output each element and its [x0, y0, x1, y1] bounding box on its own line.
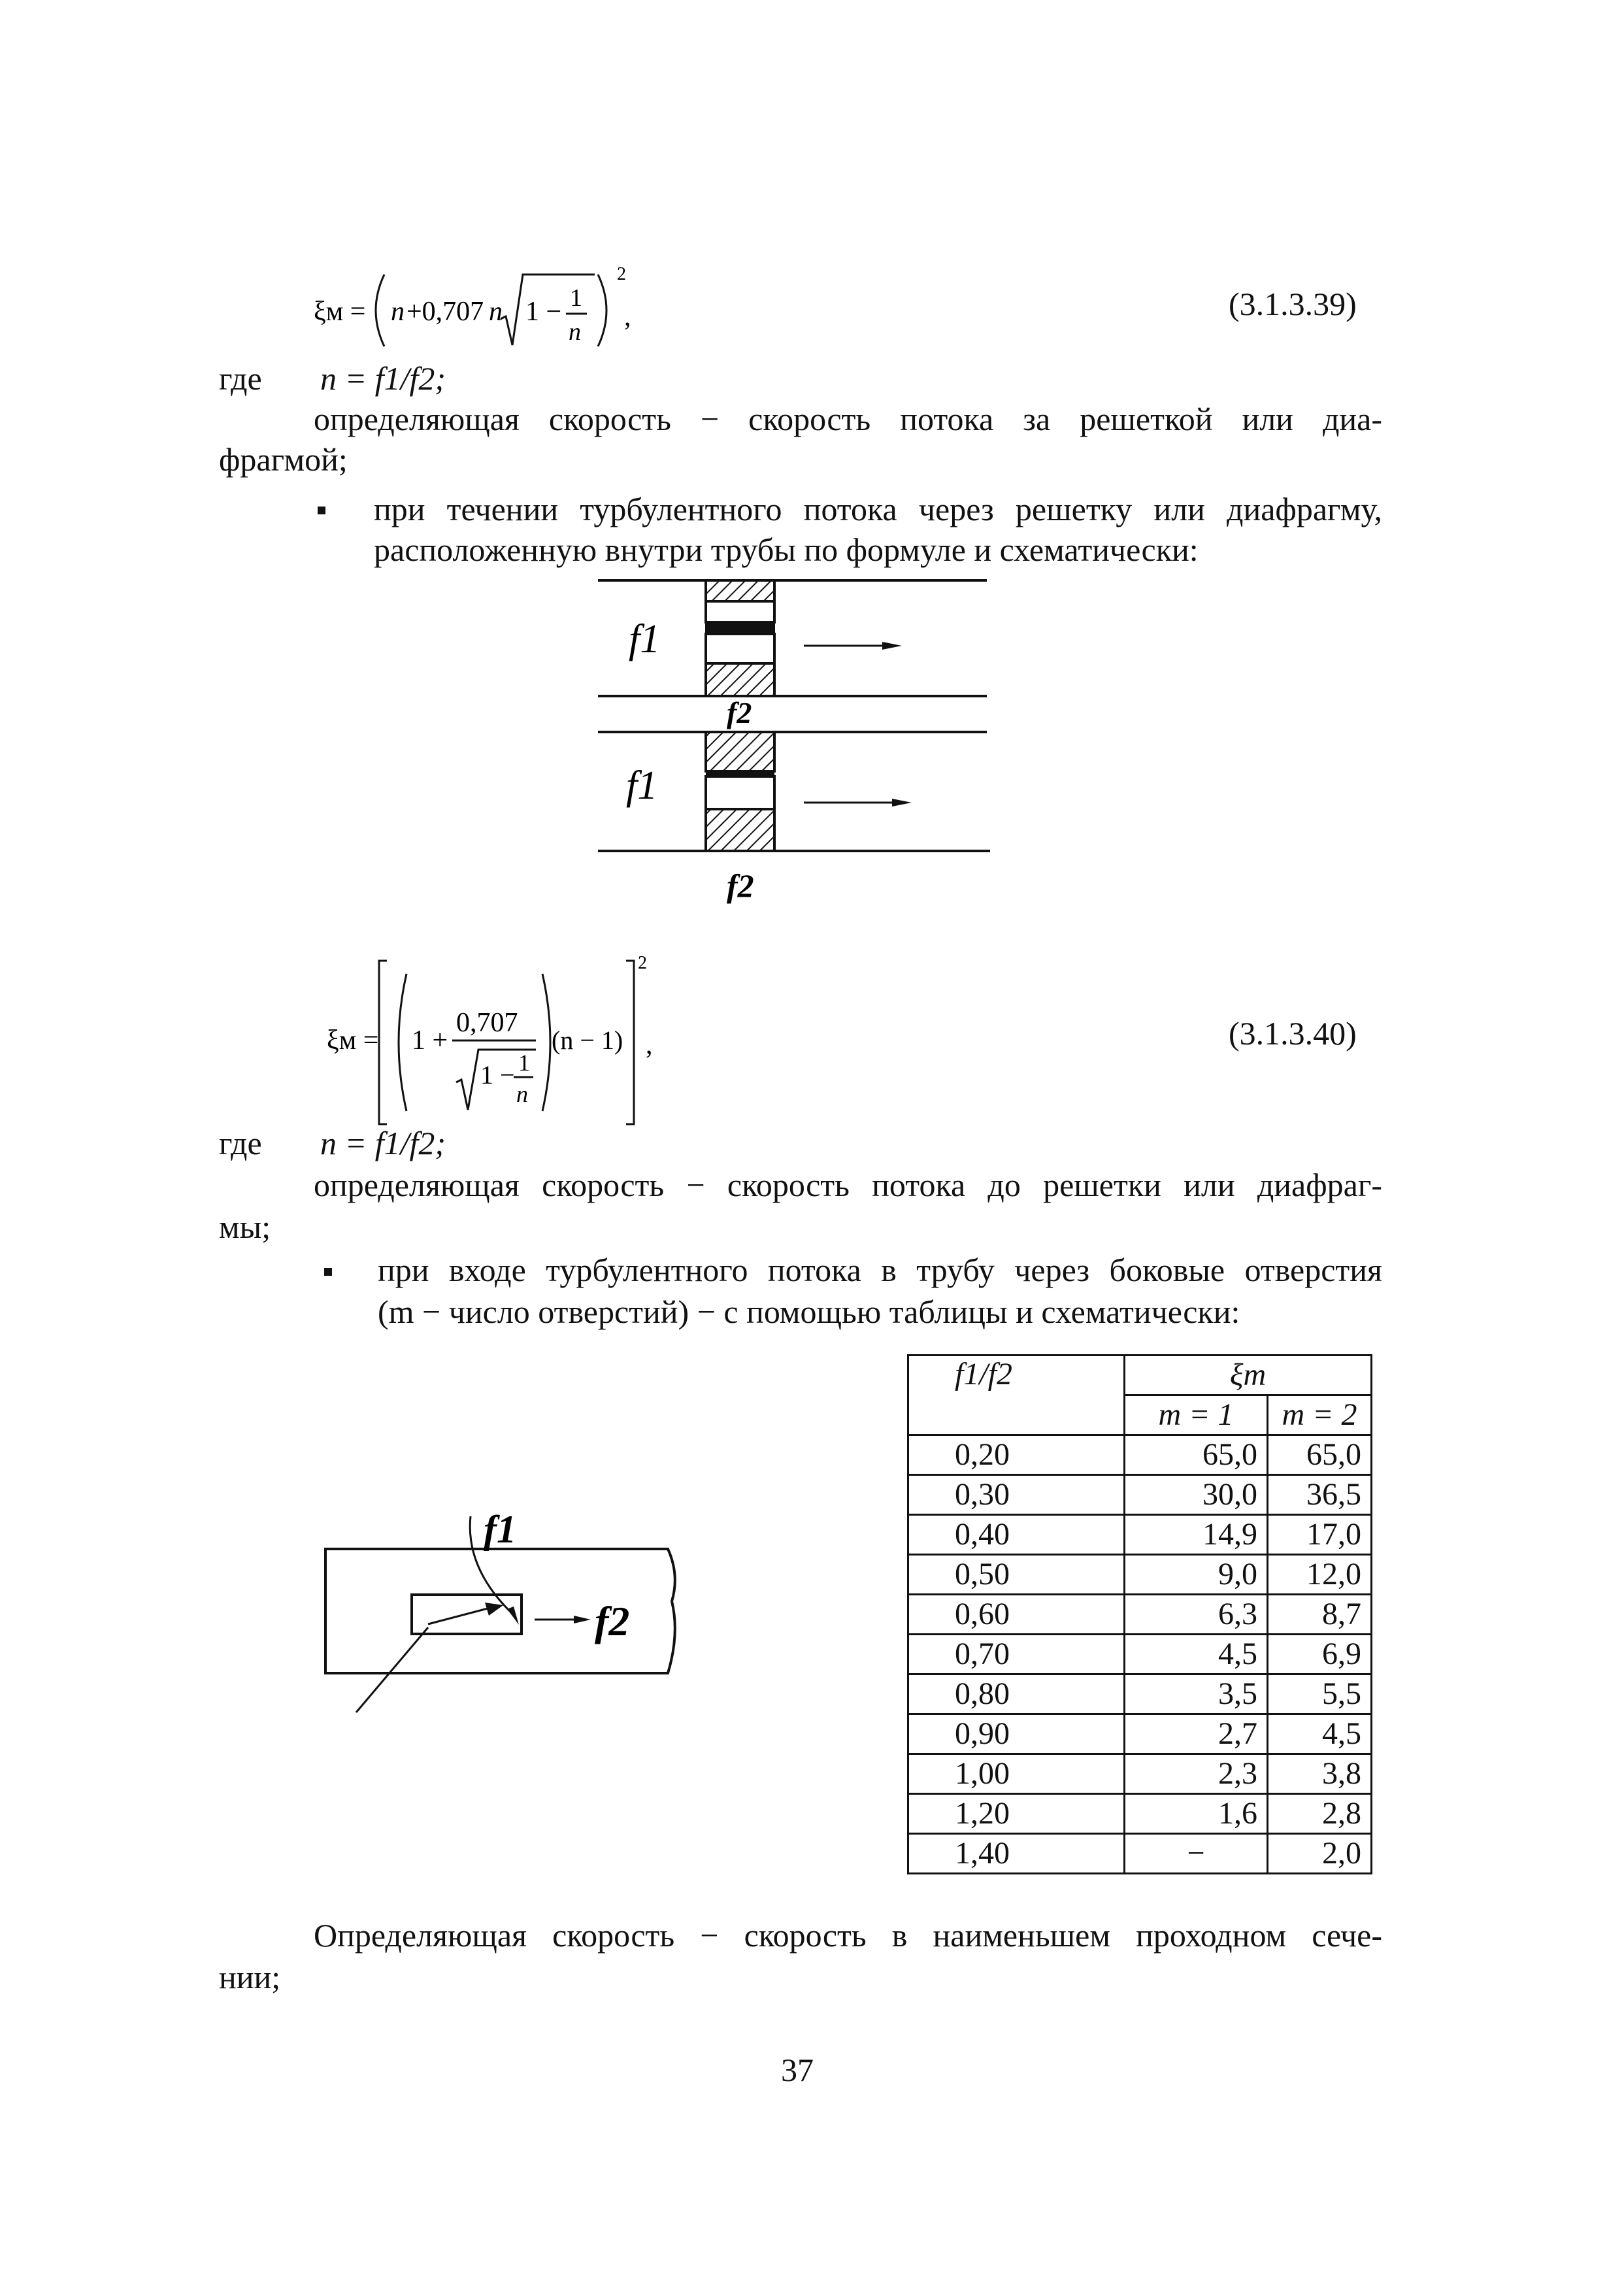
upper-grille: [706, 580, 774, 696]
cell-m2: 2,8: [1268, 1794, 1372, 1834]
table-row: [908, 1435, 1372, 1475]
header-xi-m: ξm: [1125, 1356, 1372, 1395]
where-definition-2: n = f1/f2;: [320, 1125, 446, 1161]
paragraph-2-line-2: мы;: [219, 1208, 271, 1245]
table-row: [908, 1595, 1372, 1635]
table-body: [908, 1435, 1372, 1874]
cell-m2: 36,5: [1268, 1475, 1372, 1515]
paragraph-1-line-1: определяющая скорость − скорость потока за решеткой или диа-: [314, 401, 1382, 437]
formula-3-1-3-40: [314, 935, 706, 1137]
cell-ratio: 0,30: [908, 1475, 1125, 1515]
cell-ratio: 0,50: [908, 1555, 1125, 1595]
bullet-2-line-2: (m − число отверстий) − с помощью таблицы и схематически:: [378, 1293, 1240, 1330]
cell-m1: 9,0: [1125, 1555, 1268, 1595]
where-label-1: где: [219, 360, 262, 397]
paragraph-3-line-1: Определяющая скорость − скорость в наименьшем проходном сече-: [314, 1917, 1382, 1954]
header-m1: m = 1: [1125, 1395, 1268, 1435]
formula-comma: ,: [624, 302, 631, 332]
cell-ratio: 0,90: [908, 1714, 1125, 1754]
page-number: 37: [781, 2052, 814, 2088]
formula-frac-den: n: [569, 318, 581, 346]
formula2-num: 0,707: [456, 1008, 518, 1038]
cell-m1: 2,7: [1125, 1714, 1268, 1754]
cell-m2: 3,8: [1268, 1754, 1372, 1794]
formula-3-1-3-39: [307, 248, 673, 359]
where-definition-1: n = f1/f2;: [320, 360, 446, 397]
cell-m1: −: [1125, 1834, 1268, 1874]
table-row: [908, 1475, 1372, 1515]
formula-exp: 2: [617, 264, 626, 284]
cell-ratio: 0,40: [908, 1515, 1125, 1555]
paragraph-3-line-2: нии;: [219, 1959, 281, 1995]
formula2-factor: (n − 1): [552, 1025, 623, 1055]
cell-m1: 6,3: [1125, 1595, 1268, 1635]
table-row: [908, 1714, 1372, 1754]
table-row: [908, 1834, 1372, 1874]
side-inlet-diagram: [314, 1490, 706, 1752]
cell-m2: 17,0: [1268, 1515, 1372, 1555]
formula2-root-num: 1: [518, 1050, 530, 1076]
grille-diagram: [588, 569, 1013, 922]
cell-m2: 12,0: [1268, 1555, 1372, 1595]
formula-frac-num: 1: [570, 284, 582, 312]
formula2-root-den: n: [516, 1081, 528, 1107]
label-f1-lower: f1: [626, 763, 658, 808]
loss-coefficient-table: [907, 1354, 1372, 1874]
cell-m2: 6,9: [1268, 1635, 1372, 1674]
cell-ratio: 0,20: [908, 1435, 1125, 1475]
cell-m1: 1,6: [1125, 1794, 1268, 1834]
formula2-lhs: ξм =: [327, 1025, 379, 1056]
bullet-1-line-2: расположенную внутри трубы по формуле и схематически:: [374, 531, 1199, 568]
table-row: [908, 1555, 1372, 1595]
cell-m2: 5,5: [1268, 1674, 1372, 1714]
cell-ratio: 1,40: [908, 1834, 1125, 1874]
cell-ratio: 0,80: [908, 1674, 1125, 1714]
cell-m2: 65,0: [1268, 1435, 1372, 1475]
label-f2-lower: f2: [727, 867, 754, 904]
table-row: [908, 1515, 1372, 1555]
paragraph-2-line-1: определяющая скорость − скорость потока до решетки или диафраг-: [314, 1167, 1382, 1203]
formula-coef: +0,707: [406, 297, 484, 327]
cell-m2: 2,0: [1268, 1834, 1372, 1874]
header-m2: m = 2: [1268, 1395, 1372, 1435]
table-header-row: [908, 1356, 1372, 1395]
flow-arrow-lower: [804, 799, 912, 807]
formula2-one-plus: 1 +: [412, 1025, 448, 1056]
bullet-2-line-1: при входе турбулентного потока в трубу через боковые отверстия: [378, 1252, 1382, 1288]
table-row: [908, 1674, 1372, 1714]
lower-diaphragm: [706, 732, 774, 851]
cell-m1: 4,5: [1125, 1635, 1268, 1674]
cell-ratio: 0,70: [908, 1635, 1125, 1674]
bullet-1: [318, 507, 325, 514]
formula2-exp: 2: [638, 953, 647, 973]
formula2-comma: ,: [646, 1030, 653, 1060]
bullet-2: [324, 1268, 332, 1276]
header-f1-f2: f1/f2: [908, 1356, 1125, 1435]
cell-ratio: 0,60: [908, 1595, 1125, 1635]
flow-arrow-upper: [804, 642, 902, 650]
cell-m1: 3,5: [1125, 1674, 1268, 1714]
label-f1-upper: f1: [629, 617, 661, 661]
equation-number-39: (3.1.3.39): [1229, 286, 1357, 322]
bullet-1-line-1: при течении турбулентного потока через решетку или диафрагму,: [374, 491, 1382, 527]
label-f1: f1: [484, 1508, 516, 1551]
cell-m2: 8,7: [1268, 1595, 1372, 1635]
cell-m1: 14,9: [1125, 1515, 1268, 1555]
table-row: [908, 1754, 1372, 1794]
paragraph-1-line-2: фрагмой;: [219, 441, 348, 478]
cell-m1: 65,0: [1125, 1435, 1268, 1475]
formula-one-minus: 1 −: [525, 297, 562, 327]
cell-m2: 4,5: [1268, 1714, 1372, 1754]
table-row: [908, 1635, 1372, 1674]
where-label-2: где: [219, 1125, 262, 1161]
cell-ratio: 1,00: [908, 1754, 1125, 1794]
cell-m1: 2,3: [1125, 1754, 1268, 1794]
table-row: [908, 1794, 1372, 1834]
cell-m1: 30,0: [1125, 1475, 1268, 1515]
equation-number-40: (3.1.3.40): [1229, 1015, 1357, 1052]
formula-n2: n: [489, 297, 503, 327]
label-f2: f2: [595, 1598, 630, 1644]
formula2-root-one: 1 −: [480, 1060, 515, 1090]
cell-ratio: 1,20: [908, 1794, 1125, 1834]
label-f2-upper: f2: [727, 696, 752, 729]
formula-lhs: ξм =: [314, 297, 366, 327]
formula-n: n: [391, 297, 405, 327]
